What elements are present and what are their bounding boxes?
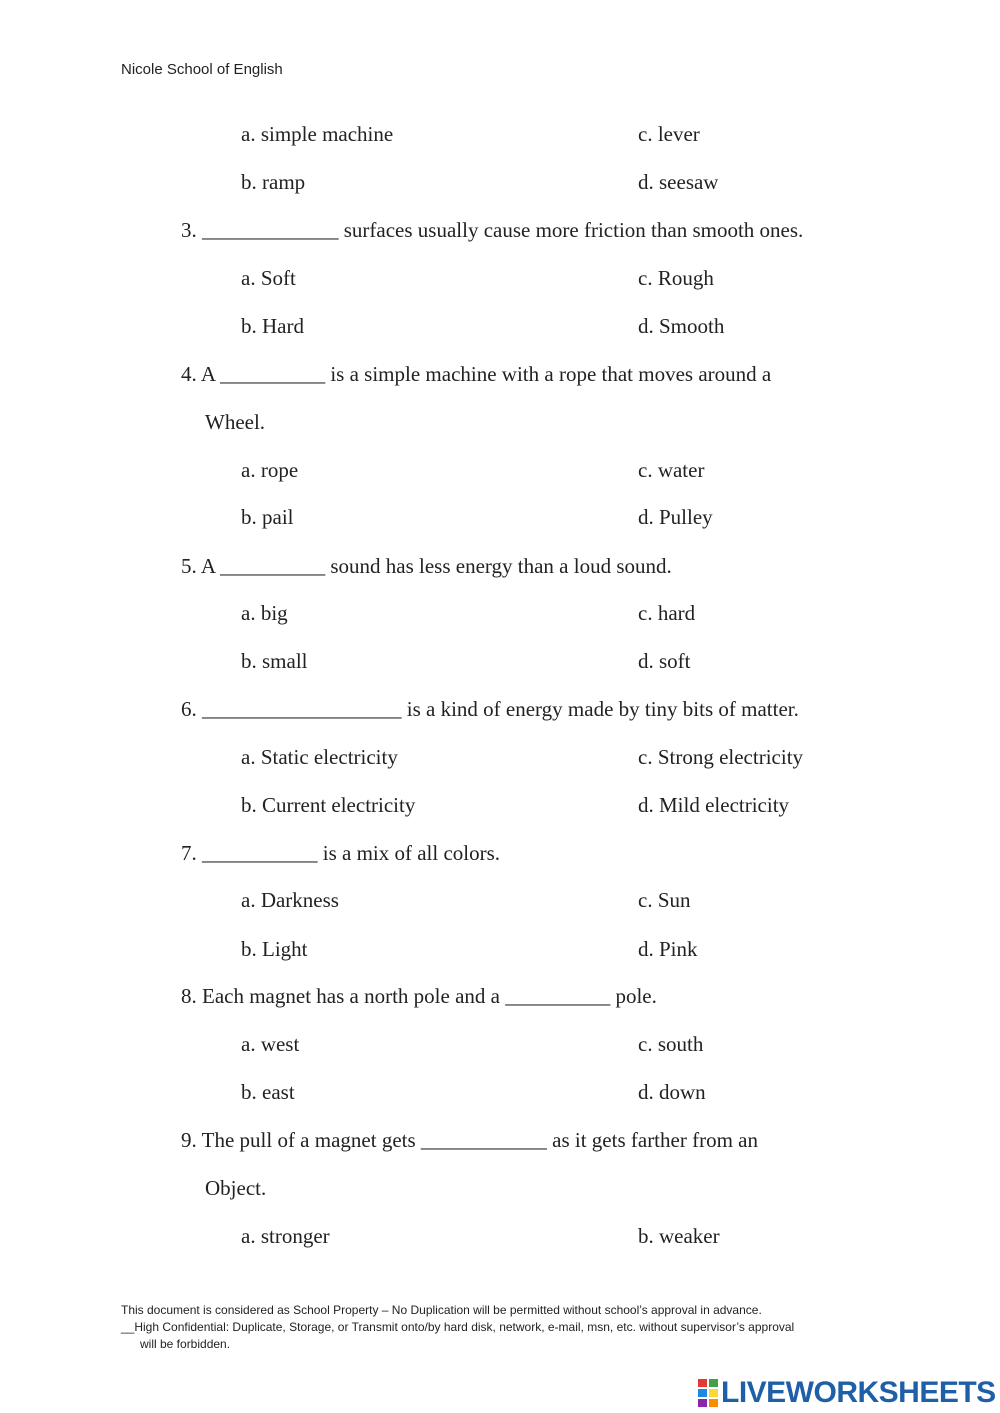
option-line: d. down	[638, 1080, 706, 1104]
option-line: d. Pink	[638, 937, 698, 961]
option-line: b. Hard	[241, 314, 304, 338]
brand-name: LIVEWORKSHEETS	[721, 1376, 996, 1409]
option-line: c. lever	[638, 122, 700, 146]
option-line: b. ramp	[241, 170, 306, 194]
logo-square	[697, 1388, 708, 1398]
option-line: c. water	[638, 458, 705, 482]
option-line: b. east	[241, 1080, 295, 1104]
option-line: a. stronger	[241, 1224, 330, 1248]
option-line: c. Rough	[638, 266, 714, 290]
question-9: 9. The pull of a magnet gets ____________ as it gets farther from an	[181, 1128, 758, 1152]
option-line: c. south	[638, 1032, 704, 1056]
option-line: b. Light	[241, 937, 308, 961]
question-5: 5. A __________ sound has less energy than a loud sound.	[181, 554, 672, 578]
logo-square	[697, 1378, 708, 1388]
option-line: b. pail	[241, 505, 294, 529]
question-4: 4. A __________ is a simple machine with a rope that moves around a	[181, 362, 772, 386]
option-line: a. rope	[241, 458, 299, 482]
option-line: c. Sun	[638, 888, 691, 912]
option-line: a. simple machine	[241, 122, 394, 146]
option-line: a. big	[241, 601, 288, 625]
footer-forbidden: will be forbidden.	[140, 1337, 231, 1351]
option-line: a. west	[241, 1032, 300, 1056]
option-line: c. Strong electricity	[638, 745, 804, 769]
question-8: 8. Each magnet has a north pole and a __________ pole.	[181, 984, 657, 1008]
option-line: a. Static electricity	[241, 745, 398, 769]
option-line: d. Smooth	[638, 314, 725, 338]
question-4-continuation: Wheel.	[205, 410, 266, 434]
option-line: a. Soft	[241, 266, 296, 290]
logo-square	[708, 1388, 719, 1398]
option-line: d. Mild electricity	[638, 793, 790, 817]
option-line: a. Darkness	[241, 888, 339, 912]
logo-square	[708, 1398, 719, 1408]
option-line: c. hard	[638, 601, 696, 625]
option-line: b. weaker	[638, 1224, 720, 1248]
option-line: b. small	[241, 649, 308, 673]
question-7: 7. ___________ is a mix of all colors.	[181, 841, 501, 865]
question-6: 6. ___________________ is a kind of energy made by tiny bits of matter.	[181, 697, 799, 721]
footer-notice: This document is considered as School Property – No Duplication will be permitted without school’s approval in advance.	[121, 1303, 762, 1317]
option-line: d. Pulley	[638, 505, 713, 529]
footer-confidential: __High Confidential: Duplicate, Storage, or Transmit onto/by hard disk, network, e-mail, msn, etc. without supervisor’s approval	[121, 1320, 795, 1334]
liveworksheets-icon	[697, 1378, 719, 1408]
liveworksheets-logo	[697, 1376, 996, 1410]
school-name: Nicole School of English	[121, 61, 283, 78]
option-line: d. soft	[638, 649, 691, 673]
question-9-continuation: Object.	[205, 1176, 267, 1200]
logo-square	[697, 1398, 708, 1408]
option-line: b. Current electricity	[241, 793, 416, 817]
option-line: d. seesaw	[638, 170, 719, 194]
logo-square	[708, 1378, 719, 1388]
question-3: 3. _____________ surfaces usually cause more friction than smooth ones.	[181, 218, 804, 242]
